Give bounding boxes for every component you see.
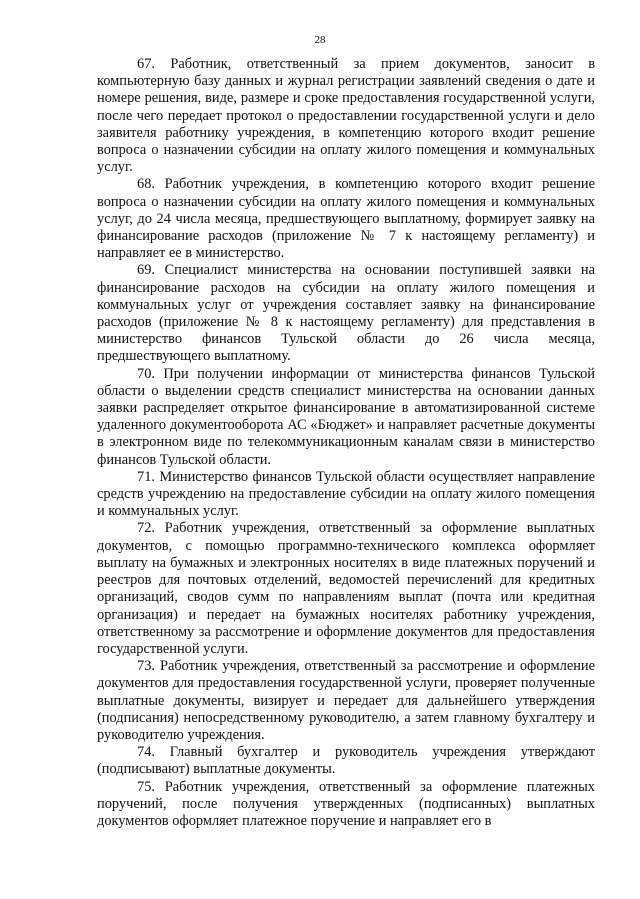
paragraph-75: 75. Работник учреждения, ответственный за оформление платежных поручений, после получения утвержденных (подписанных) выплатных документов оформляет платежное поручение и направляет его в	[97, 778, 595, 829]
paragraph-73: 73. Работник учреждения, ответственный за рассмотрение и оформление документов для предоставления государственной услуги, проверяет полученные выплатные документы, визирует и передает для дальнейшего утверждения (подписания) непосредственному руководителю, а затем главному бухгалтеру и руководителю учреждения.	[97, 658, 595, 743]
paragraph-70: 70. При получении информации от министерства финансов Тульской области о выделении средств специалист министерства на основании данных заявки распределяет открытое финансирование в автоматизированной системе удаленного документооборота АС «Бюджет» и направляет расчетные документы в электронном виде по телекоммуникационным каналам связи в министерство финансов Тульской области.	[97, 365, 595, 468]
paragraph-72: 72. Работник учреждения, ответственный за оформление выплатных документов, с помощью программно-технического комплекса оформляет выплату на бумажных и электронных носителях в виде платежных поручений и реестров для почтовых отделений, ведомостей перечислений для кредитных организаций, сводов сумм по направлениям выплат (почта или кредитная организация) и передает на бумажных носителях работнику учреждения, ответственному за рассмотрение и оформление документов для предоставления государственной услуги.	[97, 520, 595, 657]
paragraph-74: 74. Главный бухгалтер и руководитель учреждения утверждают (подписывают) выплатные документы.	[97, 744, 595, 778]
paragraph-69: 69. Специалист министерства на основании поступившей заявки на финансирование расходов на субсидии на оплату жилого помещения и коммунальных услуг от учреждения составляет заявку на финансирование расходов (приложение № 8 к настоящему регламенту) для представления в министерство финансов Тульской области до 26 числа месяца, предшествующего выплатному.	[97, 262, 595, 365]
document-body	[97, 56, 595, 830]
page-number: 28	[314, 34, 326, 46]
paragraph-67: 67. Работник, ответственный за прием документов, заносит в компьютерную базу данных и журнал регистрации заявлений сведения о дате и номере решения, виде, размере и сроке предоставления государственной услуги, после чего передает протокол о предоставлении государственной услуги и дело заявителя работнику учреждения, в компетенцию которого входит решение вопроса о назначении субсидии на оплату жилого помещения и коммунальных услуг.	[97, 56, 595, 176]
paragraph-68: 68. Работник учреждения, в компетенцию которого входит решение вопроса о назначении субсидии на оплату жилого помещения и коммунальных услуг, до 24 числа месяца, предшествующего выплатному, формирует заявку на финансирование расходов (приложение № 7 к настоящему регламенту) и направляет ее в министерство.	[97, 176, 595, 262]
paragraph-71: 71. Министерство финансов Тульской области осуществляет направление средств учреждению на предоставление субсидии на оплату жилого помещения и коммунальных услуг.	[97, 468, 595, 520]
